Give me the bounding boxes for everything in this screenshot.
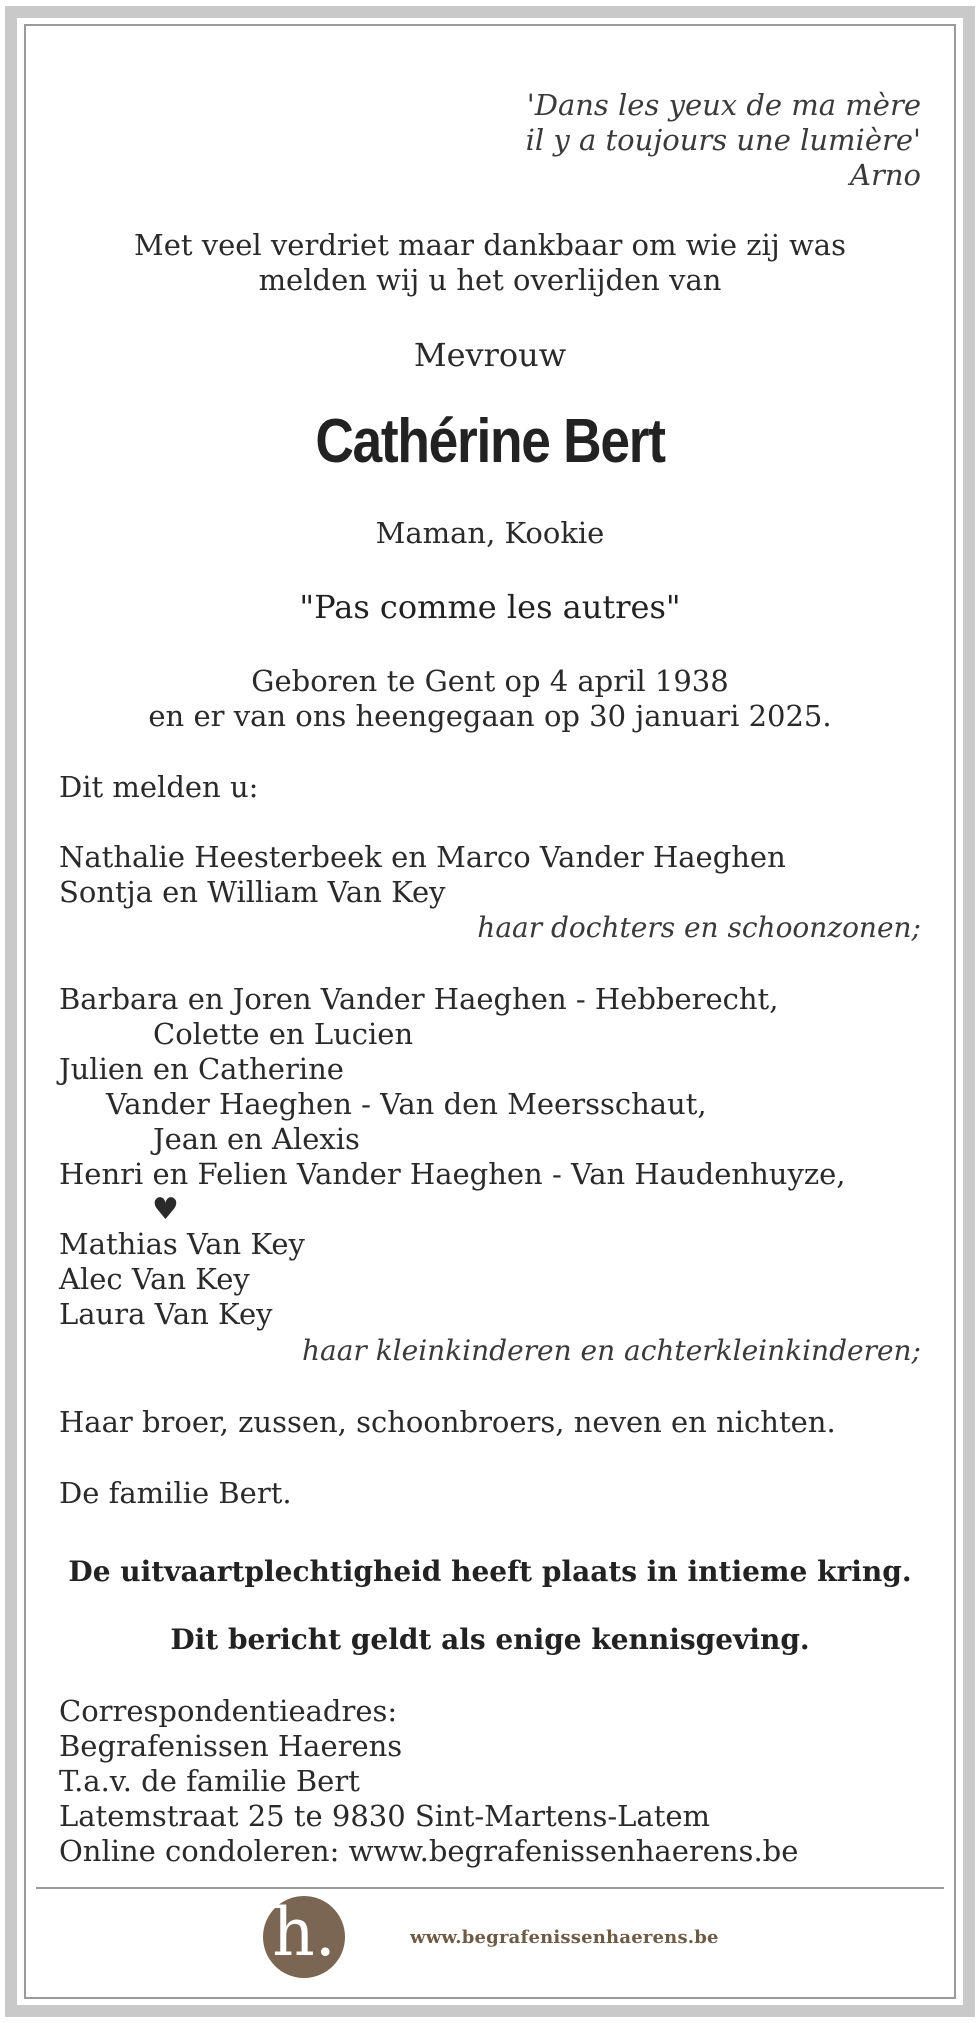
correspondence-company: Begrafenissen Haerens xyxy=(59,1729,403,1763)
nicknames: Maman, Kookie xyxy=(375,516,605,550)
funeral-home-url[interactable]: www.begrafenissenhaerens.be xyxy=(410,1927,719,1948)
correspondence-attn: T.a.v. de familie Bert xyxy=(59,1764,360,1798)
siblings-line: Haar broer, zussen, schoonbroers, neven en nichten. xyxy=(59,1405,836,1439)
daughters-role: haar dochters en schoonzonen; xyxy=(477,911,921,944)
quote-line-2: il y a toujours une lumière' xyxy=(525,123,921,157)
quote-author: Arno xyxy=(850,158,921,192)
announce-label: Dit melden u: xyxy=(59,770,259,804)
grandchild-line: Henri en Felien Vander Haeghen - Van Haudenhuyze, xyxy=(59,1157,846,1191)
great-grandchild-line: Jean en Alexis xyxy=(153,1122,360,1156)
grandchild-line-continued: Vander Haeghen - Van den Meersschaut, xyxy=(106,1087,707,1121)
correspondence-address: Latemstraat 25 te 9830 Sint-Martens-Latem xyxy=(59,1799,711,1833)
kennisgeving-notice: Dit bericht geldt als enige kennisgeving. xyxy=(170,1623,810,1656)
footer-divider xyxy=(36,1887,944,1889)
grandchildren-role: haar kleinkinderen en achterkleinkinderen; xyxy=(302,1334,921,1367)
grandchild-line: Alec Van Key xyxy=(59,1262,250,1296)
title-prefix: Mevrouw xyxy=(413,336,567,374)
deceased-name: Cathérine Bert xyxy=(315,407,665,476)
grandchild-line: Julien en Catherine xyxy=(59,1052,344,1086)
grandchild-line: Barbara en Joren Vander Haeghen - Hebberecht, xyxy=(59,982,779,1016)
grandchild-line: Laura Van Key xyxy=(59,1297,273,1331)
great-grandchild-line: Colette en Lucien xyxy=(153,1017,414,1051)
daughter-line: Sontja en William Van Key xyxy=(59,875,446,909)
funeral-notice: De uitvaartplechtigheid heeft plaats in intieme kring. xyxy=(68,1555,912,1588)
death-date-line: en er van ons heengegaan op 30 januari 2025. xyxy=(148,699,832,733)
grandchild-line: Mathias Van Key xyxy=(59,1227,305,1261)
motto: "Pas comme les autres" xyxy=(299,588,681,626)
haerens-logo-icon: h. xyxy=(263,1896,345,1978)
intro-line-2: melden wij u het overlijden van xyxy=(258,263,722,297)
online-condolence: Online condoleren: www.begrafenissenhaerens.be xyxy=(59,1834,799,1868)
correspondence-label: Correspondentieadres: xyxy=(59,1694,398,1728)
birth-date-line: Geboren te Gent op 4 april 1938 xyxy=(251,664,729,698)
quote-line-1: 'Dans les yeux de ma mère xyxy=(526,88,921,122)
family-line: De familie Bert. xyxy=(59,1476,292,1510)
heart-icon: ♥ xyxy=(152,1192,179,1227)
daughter-line: Nathalie Heesterbeek en Marco Vander Haeghen xyxy=(59,840,786,874)
intro-line-1: Met veel verdriet maar dankbaar om wie zij was xyxy=(134,228,846,262)
